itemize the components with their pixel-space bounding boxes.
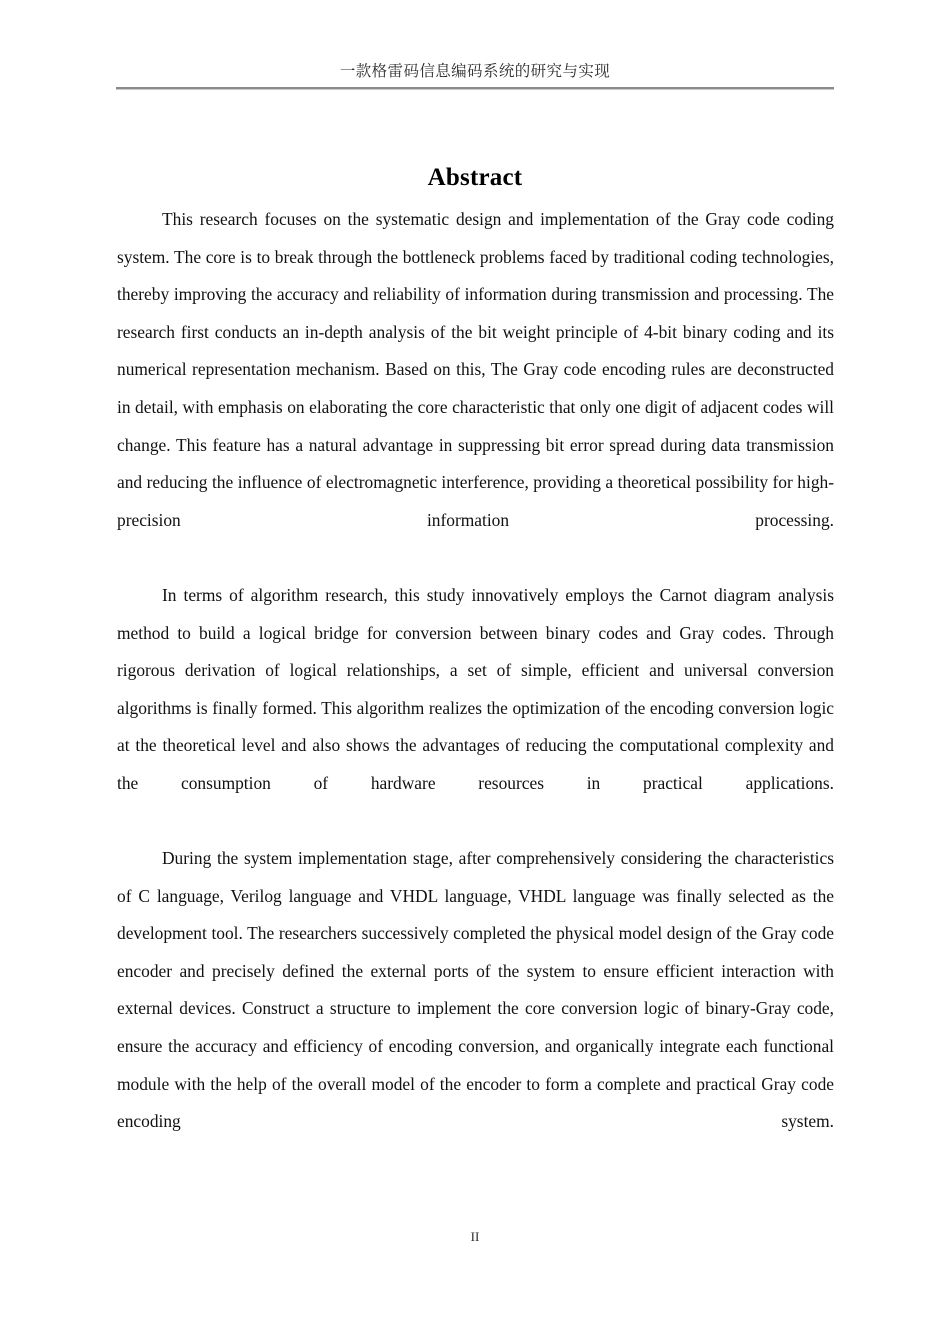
page-number: II <box>470 1229 480 1244</box>
page-footer <box>116 1228 834 1246</box>
page-header <box>116 62 834 90</box>
page-title: Abstract <box>427 163 523 191</box>
paragraph: In terms of algorithm research, this study innovatively employs the Carnot diagram analysis method to build a logical bridge for conversion between binary codes and Gray codes. Through rigorous derivation of logical relationships, a set of simple, efficient and universal conversion algorithms is finally formed. This algorithm realizes the optimization of the encoding conversion logic at the theoretical level and also shows the advantages of reducing the computational complexity and the consumption of hardware resources in practical applications. <box>117 584 834 793</box>
running-header-title: 一款格雷码信息编码系统的研究与实现 <box>339 63 611 80</box>
paragraph: This research focuses on the systematic design and implementation of the Gray code coding system. The core is to break through the bottleneck problems faced by traditional coding technologies, thereby improving the accuracy and reliability of information during transmission and processing. The research first conducts an in-depth analysis of the bit weight principle of 4-bit binary coding and its numerical representation mechanism. Based on this, The Gray code encoding rules are deconstructed in detail, with emphasis on elaborating the core characteristic that only one digit of adjacent codes will change. This feature has a natural advantage in suppressing bit error spread during data transmission and reducing the influence of electromagnetic interference, providing a theoretical possibility for high-precision information processing. <box>117 209 834 530</box>
abstract-body <box>117 201 834 1178</box>
paragraph: During the system implementation stage, after comprehensively considering the characteristics of C language, Verilog language and VHDL language, VHDL language was finally selected as the development tool. The researchers successively completed the physical model design of the Gray code encoder and precisely defined the external ports of the system to ensure efficient interaction with external devices. Construct a structure to implement the core conversion logic of binary-Gray code, ensure the accuracy and efficiency of encoding conversion, and organically integrate each functional module with the help of the overall model of the encoder to form a complete and practical Gray code encoding system. <box>117 848 834 1132</box>
header-divider-rule <box>116 87 834 90</box>
